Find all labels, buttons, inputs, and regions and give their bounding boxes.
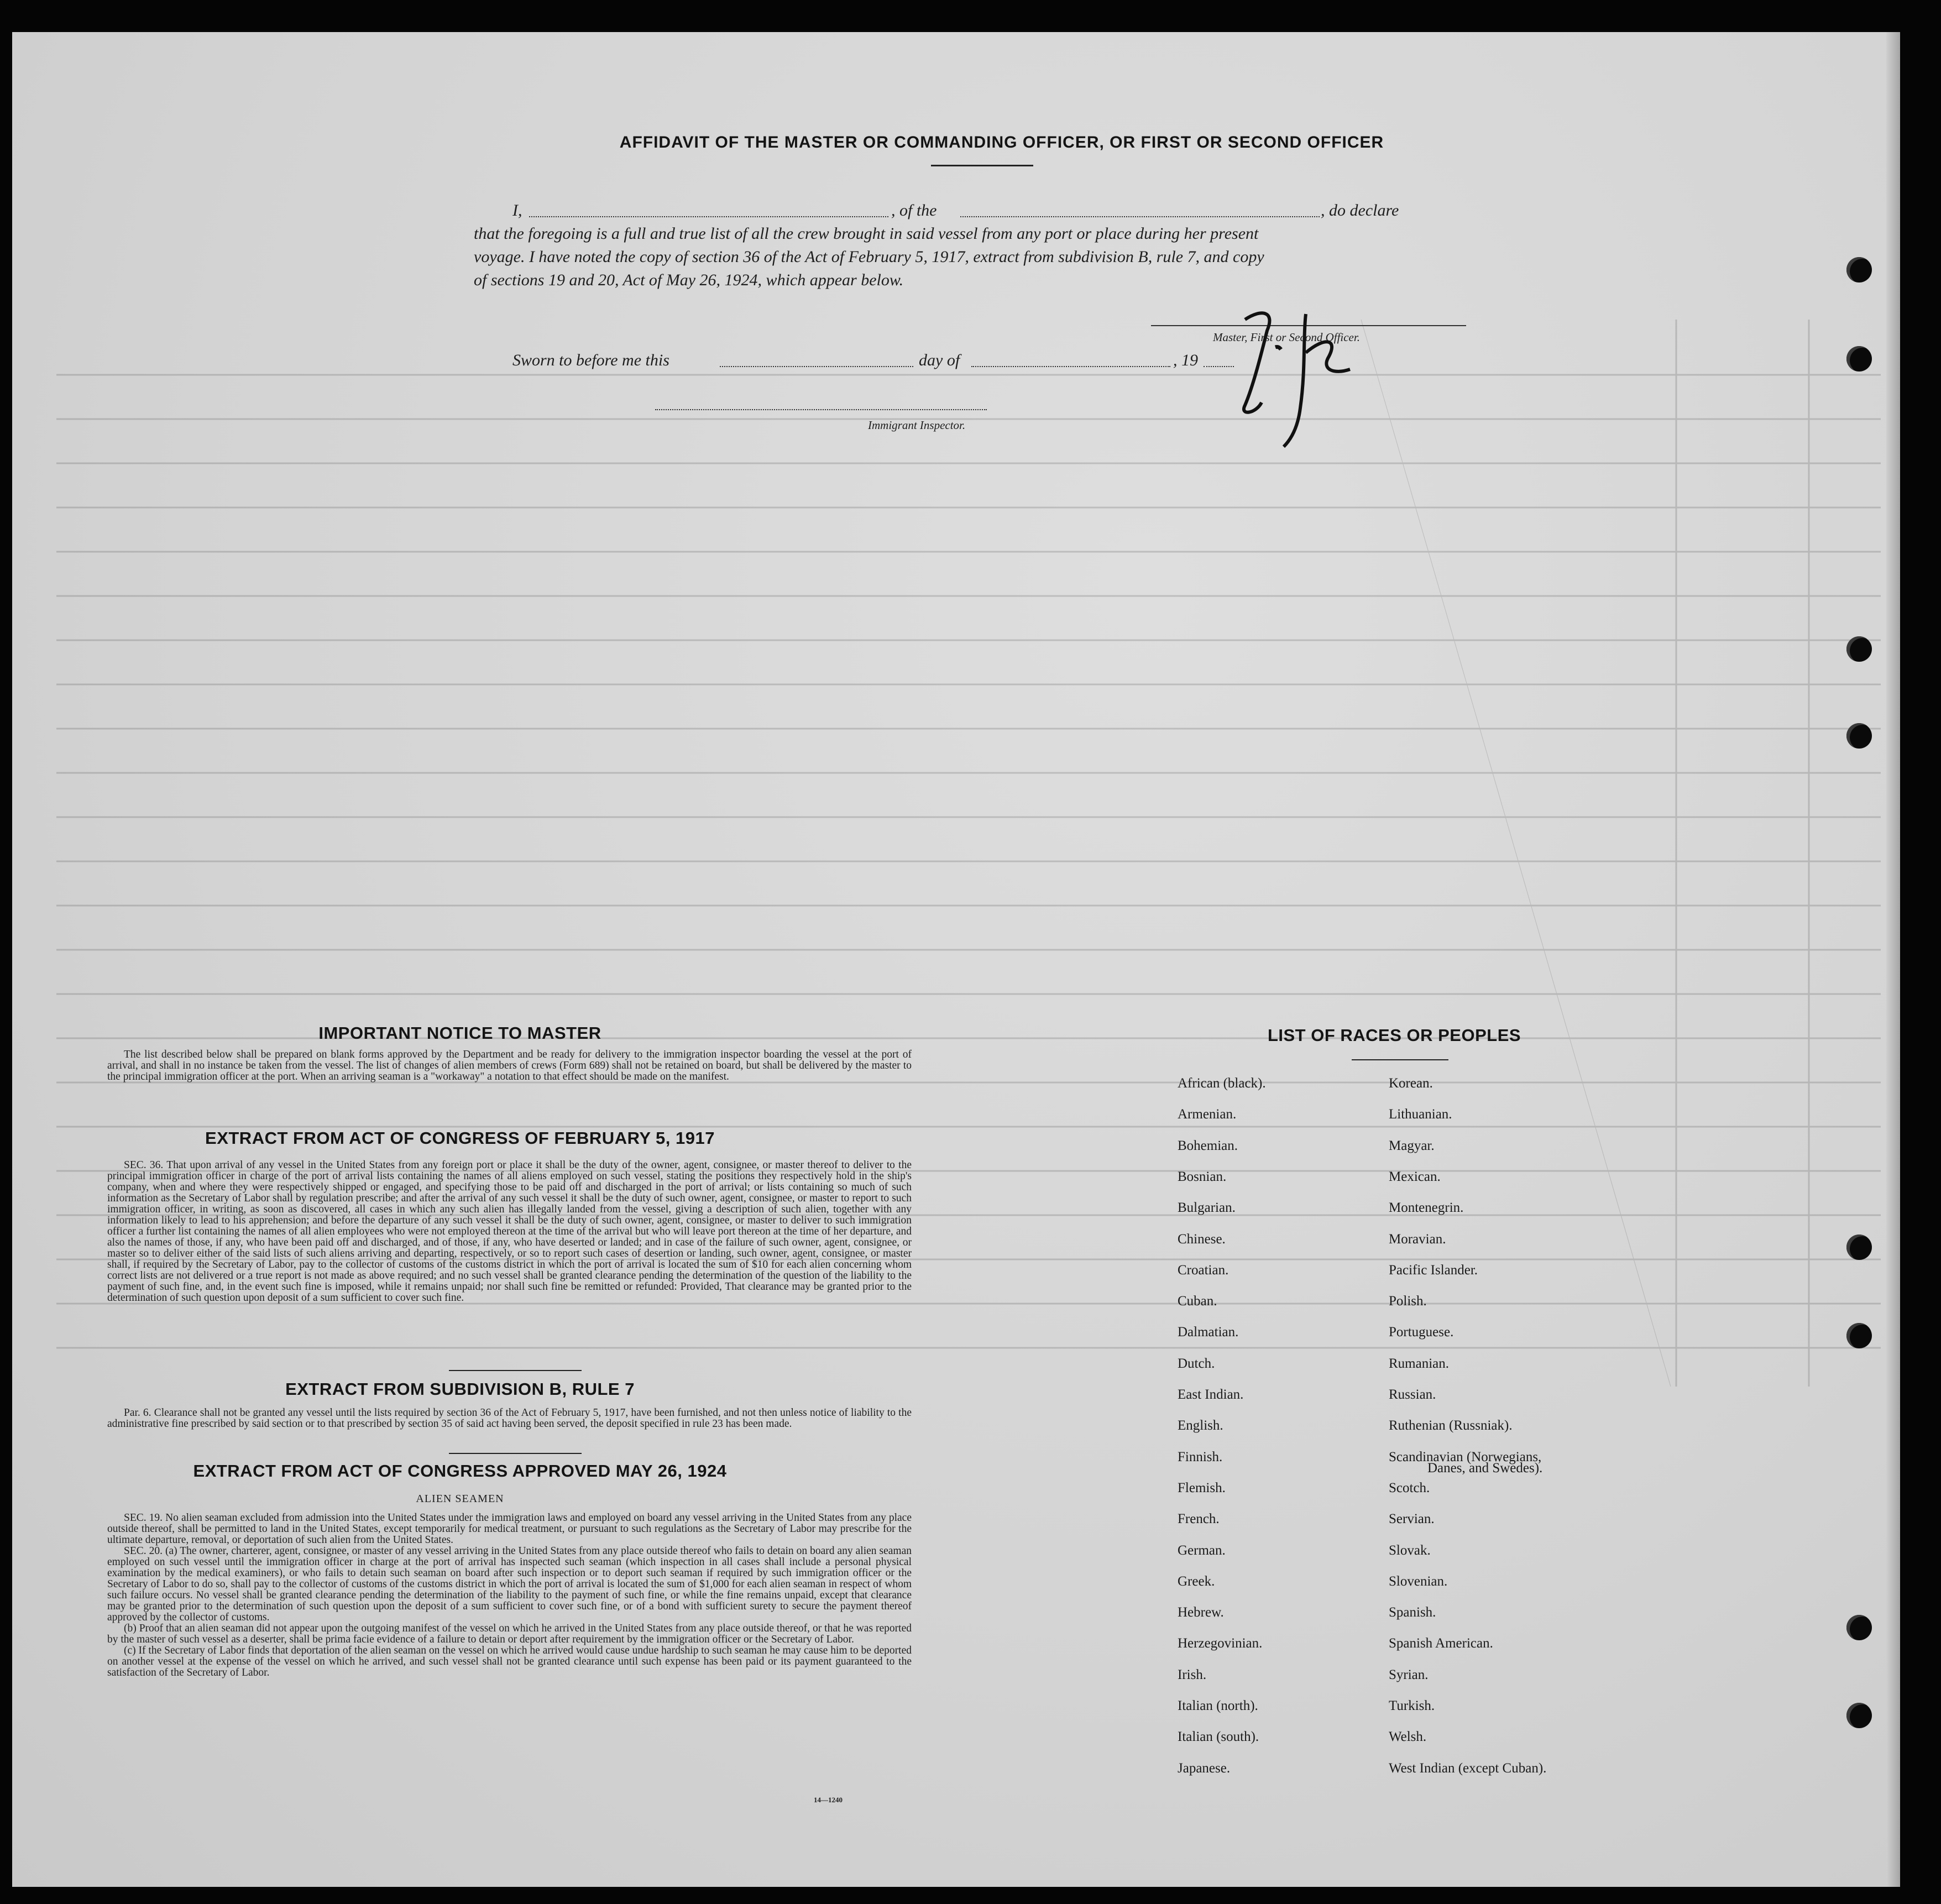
race-item: Slovenian. bbox=[1389, 1574, 1448, 1589]
alien-seamen-subtitle: ALIEN SEAMEN bbox=[416, 1493, 504, 1505]
binder-hole bbox=[1846, 257, 1872, 283]
race-item: Lithuanian. bbox=[1389, 1107, 1452, 1122]
binder-hole bbox=[1846, 636, 1872, 662]
document-sheet bbox=[12, 32, 1900, 1887]
races-title: LIST OF RACES OR PEOPLES bbox=[1267, 1026, 1521, 1045]
affidavit-title-rule bbox=[931, 165, 1033, 166]
paragraph-6: Par. 6. Clearance shall not be granted any vessel until the lists required by section 36 of the Act of February 5, 1917, have been furnished, and not then unless notice of liability to the administrative fine prescribed by said section or to that prescribed by section 35 of said act having been served, the deposit specified in rule 23 has been made. bbox=[107, 1407, 912, 1430]
section-20a-paragraph: SEC. 20. (a) The owner, charterer, agent, consignee, or master of any vessel arriving in the United States from any place outside thereof who fails to detain on board any alien seaman employed on such vessel until the immigration officer in charge at the port of arrival has inspected such seaman (which inspection in all cases shall include a personal physical examination by the medical examiners), or who fails to detain such seaman on board after such inspection or to deport such seaman if required by such immigration officer or the Secretary of Labor to do so, shall pay to the collector of customs of the customs district in which the port of arrival is located the sum of $1,000 for each alien seaman in respect of whom such failure occurs. No vessel shall be granted clearance pending the determination of the liability to the payment of such fine, or while the fine remains unpaid, except that clearance may be granted prior to the determination of such question upon the deposit of a sum sufficient to cover such fine, or of a bond with sufficient surety to secure the payment thereof approved by the collector of customs. bbox=[107, 1545, 912, 1623]
race-item: Finnish. bbox=[1178, 1450, 1223, 1464]
binder-hole bbox=[1846, 1615, 1872, 1640]
races-right-column bbox=[1389, 1076, 1665, 1817]
inspector-caption: Immigrant Inspector. bbox=[868, 419, 966, 432]
binder-hole bbox=[1846, 1235, 1872, 1260]
extract-1924-title: EXTRACT FROM ACT OF CONGRESS APPROVED MAY 26, 1924 bbox=[193, 1461, 727, 1481]
affidavit-i: I, bbox=[512, 201, 522, 219]
affidavit-line-4: of sections 19 and 20, Act of May 26, 1924, which appear below. bbox=[474, 271, 904, 289]
affidavit-of-the: , of the bbox=[891, 201, 937, 219]
sworn-text: Sworn to before me this bbox=[512, 351, 669, 369]
race-scandinavian-continuation: Danes, and Swedes). bbox=[1427, 1461, 1543, 1476]
race-item: Herzegovinian. bbox=[1178, 1636, 1263, 1651]
race-item: Bulgarian. bbox=[1178, 1200, 1236, 1215]
extract-1917-title: EXTRACT FROM ACT OF CONGRESS OF FEBRUARY 5, 1917 bbox=[205, 1128, 715, 1148]
race-item: Moravian. bbox=[1389, 1232, 1446, 1247]
master-signature bbox=[1223, 286, 1367, 452]
race-item: Bohemian. bbox=[1178, 1138, 1238, 1153]
right-edge-fold bbox=[1886, 32, 1900, 1887]
sworn-day-of: day of bbox=[919, 351, 960, 369]
race-item: German. bbox=[1178, 1543, 1226, 1558]
race-item: Croatian. bbox=[1178, 1263, 1229, 1278]
race-item: Scandinavian (Norwegians, bbox=[1389, 1450, 1542, 1464]
master-name-blank[interactable] bbox=[529, 216, 888, 217]
race-item: English. bbox=[1178, 1418, 1223, 1433]
sworn-month-blank[interactable] bbox=[971, 366, 1170, 367]
race-item: Flemish. bbox=[1178, 1481, 1226, 1495]
binder-hole bbox=[1846, 346, 1872, 372]
signature-caption: Master, First or Second Officer. bbox=[1213, 331, 1360, 344]
race-item: West Indian (except Cuban). bbox=[1389, 1761, 1547, 1776]
section-20b-paragraph: (b) Proof that an alien seaman did not appear upon the outgoing manifest of the vessel on which he arrived in the United States from any place outside thereof, or that he was reported by the master of such vessel as a deserter, shall be prima facie evidence of a failure to detain or deport after requirement by the immigration officer or the Secretary of Labor. bbox=[107, 1623, 912, 1645]
race-item: Polish. bbox=[1389, 1294, 1427, 1309]
race-item: Korean. bbox=[1389, 1076, 1433, 1091]
form-number: 14—1240 bbox=[814, 1796, 843, 1804]
binder-hole bbox=[1846, 1323, 1872, 1348]
race-item: Turkish. bbox=[1389, 1698, 1435, 1713]
race-item: Montenegrin. bbox=[1389, 1200, 1464, 1215]
race-item: Irish. bbox=[1178, 1667, 1207, 1682]
affidavit-do-declare: , do declare bbox=[1321, 201, 1399, 219]
race-item: Welsh. bbox=[1389, 1729, 1427, 1744]
section-divider-1 bbox=[449, 1370, 582, 1371]
race-item: Hebrew. bbox=[1178, 1605, 1224, 1620]
sworn-year-prefix: , 19 bbox=[1173, 351, 1198, 369]
race-item: Bosnian. bbox=[1178, 1169, 1227, 1184]
race-item: Chinese. bbox=[1178, 1232, 1226, 1247]
section-19-paragraph: SEC. 19. No alien seaman excluded from admission into the United States under the immigration laws and employed on board any vessel arriving in the United States from any place outside thereof, shall be permitted to land in the United States, except temporarily for medical treatment, or pursuant to such regulations as the Secretary of Labor may prescribe for the ultimate departure, removal, or deportation of such alien from the United States. bbox=[107, 1512, 912, 1546]
race-item: Japanese. bbox=[1178, 1761, 1231, 1776]
race-item: Slovak. bbox=[1389, 1543, 1431, 1558]
binder-hole bbox=[1846, 1703, 1872, 1728]
sworn-day-blank[interactable] bbox=[720, 366, 913, 367]
race-item: Rumanian. bbox=[1389, 1356, 1450, 1371]
races-left-column bbox=[1178, 1076, 1388, 1817]
race-item: Ruthenian (Russniak). bbox=[1389, 1418, 1513, 1433]
sworn-year-blank[interactable] bbox=[1204, 366, 1234, 367]
affidavit-line-3: voyage. I have noted the copy of section 36 of the Act of February 5, 1917, extract from subdivision B, rule 7, and copy bbox=[474, 248, 1264, 266]
race-item: Spanish. bbox=[1389, 1605, 1436, 1620]
race-item: Magyar. bbox=[1389, 1138, 1435, 1153]
race-item: Dutch. bbox=[1178, 1356, 1215, 1371]
extract-1924-body bbox=[107, 1513, 912, 1678]
race-item: Portuguese. bbox=[1389, 1325, 1454, 1340]
binder-hole bbox=[1846, 723, 1872, 749]
race-item: East Indian. bbox=[1178, 1387, 1244, 1402]
race-item: Italian (south). bbox=[1178, 1729, 1259, 1744]
notice-title: IMPORTANT NOTICE TO MASTER bbox=[318, 1023, 601, 1043]
race-item: French. bbox=[1178, 1511, 1220, 1526]
section-20c-paragraph: (c) If the Secretary of Labor finds that deportation of the alien seaman on the vessel on which he arrived would cause undue hardship to such seaman he may cause him to be deported on another vessel at the expense of the vessel on which he arrived, and such vessel shall not be granted clearance until such expense has been paid or its payment guaranteed to the satisfaction of the Secretary of Labor. bbox=[107, 1645, 912, 1678]
affidavit-title: AFFIDAVIT OF THE MASTER OR COMMANDING OFFICER, OR FIRST OR SECOND OFFICER bbox=[619, 133, 1384, 151]
subdivision-b-title: EXTRACT FROM SUBDIVISION B, RULE 7 bbox=[285, 1379, 635, 1399]
race-item: Greek. bbox=[1178, 1574, 1215, 1589]
inspector-signature-blank[interactable] bbox=[655, 409, 987, 410]
extract-1917-body bbox=[107, 1160, 912, 1304]
race-item: Russian. bbox=[1389, 1387, 1436, 1402]
vessel-name-blank[interactable] bbox=[960, 216, 1320, 217]
races-title-rule bbox=[1352, 1059, 1448, 1060]
race-item: Pacific Islander. bbox=[1389, 1263, 1478, 1278]
notice-paragraph: The list described below shall be prepared on blank forms approved by the Department and be ready for delivery to the immigration inspector boarding the vessel at the port of arrival, and shall in no instance be taken from the vessel. The list of changes of alien members of crews (Form 689) shall not be retained on board, but shall be delivered by the master to the principal immigration officer at the port. When an arriving seaman is a "workaway" a notation to that effect should be made on the manifest. bbox=[107, 1049, 912, 1082]
affidavit-line-2: that the foregoing is a full and true list of all the crew brought in said vessel from any port or place during her present bbox=[474, 224, 1259, 243]
race-item: Cuban. bbox=[1178, 1294, 1217, 1309]
race-item: Scotch. bbox=[1389, 1481, 1430, 1495]
section-36-paragraph: SEC. 36. That upon arrival of any vessel in the United States from any foreign port or place it shall be the duty of the owner, agent, consignee, or master thereof to deliver to the principal immigration officer in charge of the port of arrival lists containing the names of all aliens employed on such vessel, stating the positions they respectively hold in the ship's company, when and where they were respectively shipped or engaged, and specifying those to be paid off and discharged in the port of arrival; or lists containing so much of such information as the Secretary of Labor shall by regulation prescribe; and after the arrival of any such vessel it shall be the duty of such owner, agent, consignee, or master to report to such immigration officer, in writing, as soon as discovered, all cases in which any such alien has illegally landed from the vessel, giving a description of such alien, together with any information likely to lead to his apprehension; and before the departure of any such vessel it shall be the duty of such owner, agent, consignee, or master to deliver to such immigration officer a further list containing the names of all alien employees who were not employed thereon at the time of the arrival but who will leave port thereon at the time of her departure, and also the names of those, if any, who have been paid off and discharged, and of those, if any, who have deserted or landed; and in case of the failure of such owner, agent, consignee, or master so to deliver either of the said lists of such aliens arriving and departing, respectively, or so to report such cases of desertion or landing, such owner, agent, consignee, or master shall, if required by the Secretary of Labor, pay to the collector of customs of the customs district in which the port of arrival is located the sum of $10 for each alien concerning whom correct lists are not delivered or a true report is not made as above required; and no such vessel shall be granted clearance pending the determination of the question of the liability to the payment of such fine, and, in the event such fine is imposed, while it remains unpaid; nor shall such fine be remitted or refunded: Provided, That clearance may be granted prior to the determination of such question upon deposit of a sum sufficient to cover such fine. bbox=[107, 1159, 912, 1304]
section-divider-2 bbox=[449, 1453, 582, 1454]
race-item: Spanish American. bbox=[1389, 1636, 1493, 1651]
race-item: Mexican. bbox=[1389, 1169, 1441, 1184]
race-item: African (black). bbox=[1178, 1076, 1266, 1091]
race-item: Dalmatian. bbox=[1178, 1325, 1239, 1340]
race-item: Armenian. bbox=[1178, 1107, 1237, 1122]
race-item: Italian (north). bbox=[1178, 1698, 1258, 1713]
subdivision-b-body bbox=[107, 1408, 912, 1430]
notice-body bbox=[107, 1049, 912, 1082]
race-item: Syrian. bbox=[1389, 1667, 1429, 1682]
race-item: Servian. bbox=[1389, 1511, 1435, 1526]
